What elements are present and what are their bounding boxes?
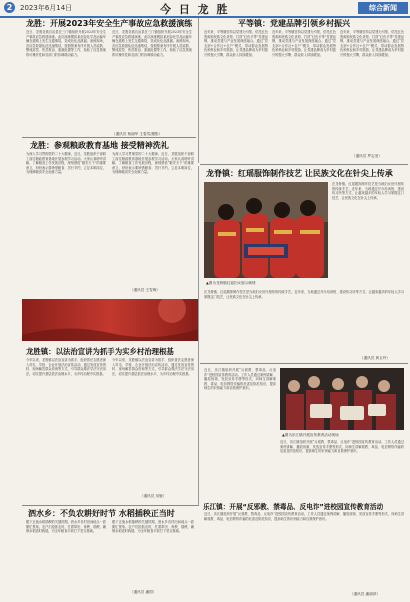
article-body-lejiang-2: 近日，乐江镇组织开展“反邪教、禁毒品、反电诈”进校园宣传教育活动。工作人员通过案例讲解、播放视频、发放宣传手册等形式，向师生讲解邪教、毒品、电信网络诈骗的危害及防范知识，提高师生的识别能力和自我保护意识。 xyxy=(280,440,404,454)
article-body-lejiang-3: 近日，乐江镇组织开展“反邪教、禁毒品、反电诈”进校园宣传教育活动。工作人员通过案例讲解、播放视频、发放宣传手册等形式，向师生讲解邪教、毒品、电信网络诈骗的危害及防范知识，提高师生的识别能力和自我保护意识。 xyxy=(204,512,404,521)
article-body-law-2: 今年以来，龙胜镇以法治宣讲为抓手，组织普法志愿者深入村屯、学校、企业开展法治宣传活动，通过发放宣传资料、现场解答群众咨询等方式，引导群众尊法学法守法用法，切实提升基层依法治理水平，为乡村治理夯实根基。 xyxy=(112,358,194,376)
column-divider xyxy=(198,166,199,506)
byline-lejiang: （通讯员 潘丽萍） xyxy=(350,592,380,596)
byline-longji: （通讯员 黄玉玲） xyxy=(360,356,390,360)
article-body-rice-1: 眼下正值水稻插秧的关键时期，泗水乡各村田间地头一派繁忙景象。农户们抢抓农时，忙着犁田、育秧、插秧，确保水稻适时栽插，为全年粮食丰收打下坚实基础。 xyxy=(26,520,106,534)
headline-longji-costume: 龙脊镇：红瑶服饰制作技艺 让民族文化在针尖上传承 xyxy=(206,169,393,178)
banner-clean-government xyxy=(22,299,198,341)
article-body-safety-drill-col2: 近日，龙胜各族自治县在三门镇组织开展2023年安全生产事故应急救援演练。此次演练模拟某危险化学品运输车辆在道路上发生交通事故，造成危化品泄漏。演练现场，各应急救援队伍迅速集结，按照预案有序开展人员疏散、警戒封控、伤员救治、泄漏处置等工作，检验了应急预案的可操作性和各部门的协调联动能力。 xyxy=(112,30,192,57)
headline-sishui-rice: 泗水乡：不负农耕好时节 水稻插秧正当时 xyxy=(28,509,175,518)
article-body-lejiang-1: 近日，乐江镇组织开展“反邪教、禁毒品、反电诈”进校园宣传教育活动。工作人员通过案例讲解、播放视频、发放宣传手册等形式，向师生讲解邪教、毒品、电信网络诈骗的危害及防范知识，提高师生的识别能力和自我保护意识。 xyxy=(204,368,276,391)
article-body-longji-1: 在龙脊镇，红瑶服饰制作技艺是当地妇女世代相传的传统手艺。近年来，当地通过开办培训班、建设传习所等方式，让越来越多的年轻人学习掌握这门技艺，让民族文化在针尖上传承。 xyxy=(332,182,404,200)
photo-caption-school: ▲图为乐江镇开展宣传教育活动现场 xyxy=(282,433,339,437)
column-divider xyxy=(198,18,199,163)
section-rule xyxy=(22,137,196,138)
byline-grain: （通讯员 王雪梅） xyxy=(130,288,160,292)
page-number-badge: 2 xyxy=(4,2,15,13)
page-header xyxy=(0,0,410,18)
article-body-law-1: 今年以来，龙胜镇以法治宣讲为抓手，组织普法志愿者深入村屯、学校、企业开展法治宣传活动，通过发放宣传资料、现场解答群众咨询等方式，引导群众尊法学法守法用法，切实提升基层依法治理水平，为乡村治理夯实根基。 xyxy=(26,358,106,376)
section-label: 综合新闻 xyxy=(358,2,408,14)
headline-longsheng-law: 龙胜镇：以法治宣讲为抓手为实乡村治理根基 xyxy=(26,347,174,356)
article-body-pingdeng-2: 近年来，平等镇坚持以党建为引领，依托红色资源和民族文化优势，打造“红色平等”党建品牌，推动党建与产业发展深度融合。通过“党支部+合作社+农户”模式，带动群众发展特色种养业和乡村旅游，让党建品牌成为乡村振兴的强大引擎，群众收入持续增加。 xyxy=(272,30,336,57)
byline-law: （通讯员 吴敏） xyxy=(140,494,167,498)
section-rule xyxy=(200,164,408,165)
issue-date: 2023年6月14日 xyxy=(20,4,73,12)
photo-school-education xyxy=(280,368,404,430)
article-body-longji-2: 在龙脊镇，红瑶服饰制作技艺是当地妇女世代相传的传统手艺。近年来，当地通过开办培训班、建设传习所等方式，让越来越多的年轻人学习掌握这门技艺，让民族文化在针尖上传承。 xyxy=(204,290,404,299)
photo-caption-embroidery: ▲图为龙脊镇红瑶妇女展示刺绣 xyxy=(206,281,256,285)
headline-safety-drill: 龙胜：开展2023年安全生产事故应急救援演练 xyxy=(26,19,193,28)
byline-safety-drill: （通讯员 杨丽华 王春雪/摄影） xyxy=(112,132,163,136)
headline-lejiang-campus: 乐江镇：开展“反邪教、禁毒品、反电诈”进校园宣传教育活动 xyxy=(203,503,384,511)
article-body-safety-drill: 近日，龙胜各族自治县在三门镇组织开展2023年安全生产事故应急救援演练。此次演练模拟某危险化学品运输车辆在道路上发生交通事故，造成危化品泄漏。演练现场，各应急救援队伍迅速集结，按照预案有序开展人员疏散、警戒封控、伤员救治、泄漏处置等工作，检验了应急预案的可操作性和各部门的协调联动能力。 xyxy=(26,30,106,57)
photo-red-yao-embroidery xyxy=(204,182,328,278)
section-rule xyxy=(200,363,408,364)
article-body-pingdeng-1: 近年来，平等镇坚持以党建为引领，依托红色资源和民族文化优势，打造“红色平等”党建品牌，推动党建与产业发展深度融合。通过“党支部+合作社+农户”模式，带动群众发展特色种养业和乡村旅游，让党建品牌成为乡村振兴的强大引擎，群众收入持续增加。 xyxy=(204,30,268,57)
byline-pingdeng: （通讯员 罗志坚） xyxy=(352,154,382,158)
masthead: 今 日 龙 胜 xyxy=(160,3,230,16)
article-body-rice-2: 眼下正值水稻插秧的关键时期，泗水乡各村田间地头一派繁忙景象。农户们抢抓农时，忙着犁田、育秧、插秧，确保水稻适时栽插，为全年粮食丰收打下坚实基础。 xyxy=(112,520,194,534)
article-body-pingdeng-3: 近年来，平等镇坚持以党建为引领，依托红色资源和民族文化优势，打造“红色平等”党建品牌，推动党建与产业发展深度融合。通过“党支部+合作社+农户”模式，带动群众发展特色种养业和乡村旅游，让党建品牌成为乡村振兴的强大引擎，群众收入持续增加。 xyxy=(340,30,404,57)
byline-rice: （通讯员 潘国） xyxy=(130,590,157,594)
headline-pingdeng-party: 平等镇：党建品牌引领乡村振兴 xyxy=(238,19,350,28)
headline-grain-base: 龙胜：参观粮政教育基地 接受精神洗礼 xyxy=(30,141,169,150)
article-body-grain-2: 为深入学习贯彻党的二十大精神，近日，龙胜组织干部职工前往粮政教育基地开展参观学习活动。大家认真聆听讲解，了解粮食工作发展历程，深刻感悟“粮安天下”的重要意义，纷纷表示要珍惜粮食、厉行节约，立足本职岗位，为保障粮食安全贡献力量。 xyxy=(112,152,194,175)
section-rule xyxy=(22,505,198,506)
article-body-grain-1: 为深入学习贯彻党的二十大精神，近日，龙胜组织干部职工前往粮政教育基地开展参观学习活动。大家认真聆听讲解，了解粮食工作发展历程，深刻感悟“粮安天下”的重要意义，纷纷表示要珍惜粮食、厉行节约，立足本职岗位，为保障粮食安全贡献力量。 xyxy=(26,152,106,175)
